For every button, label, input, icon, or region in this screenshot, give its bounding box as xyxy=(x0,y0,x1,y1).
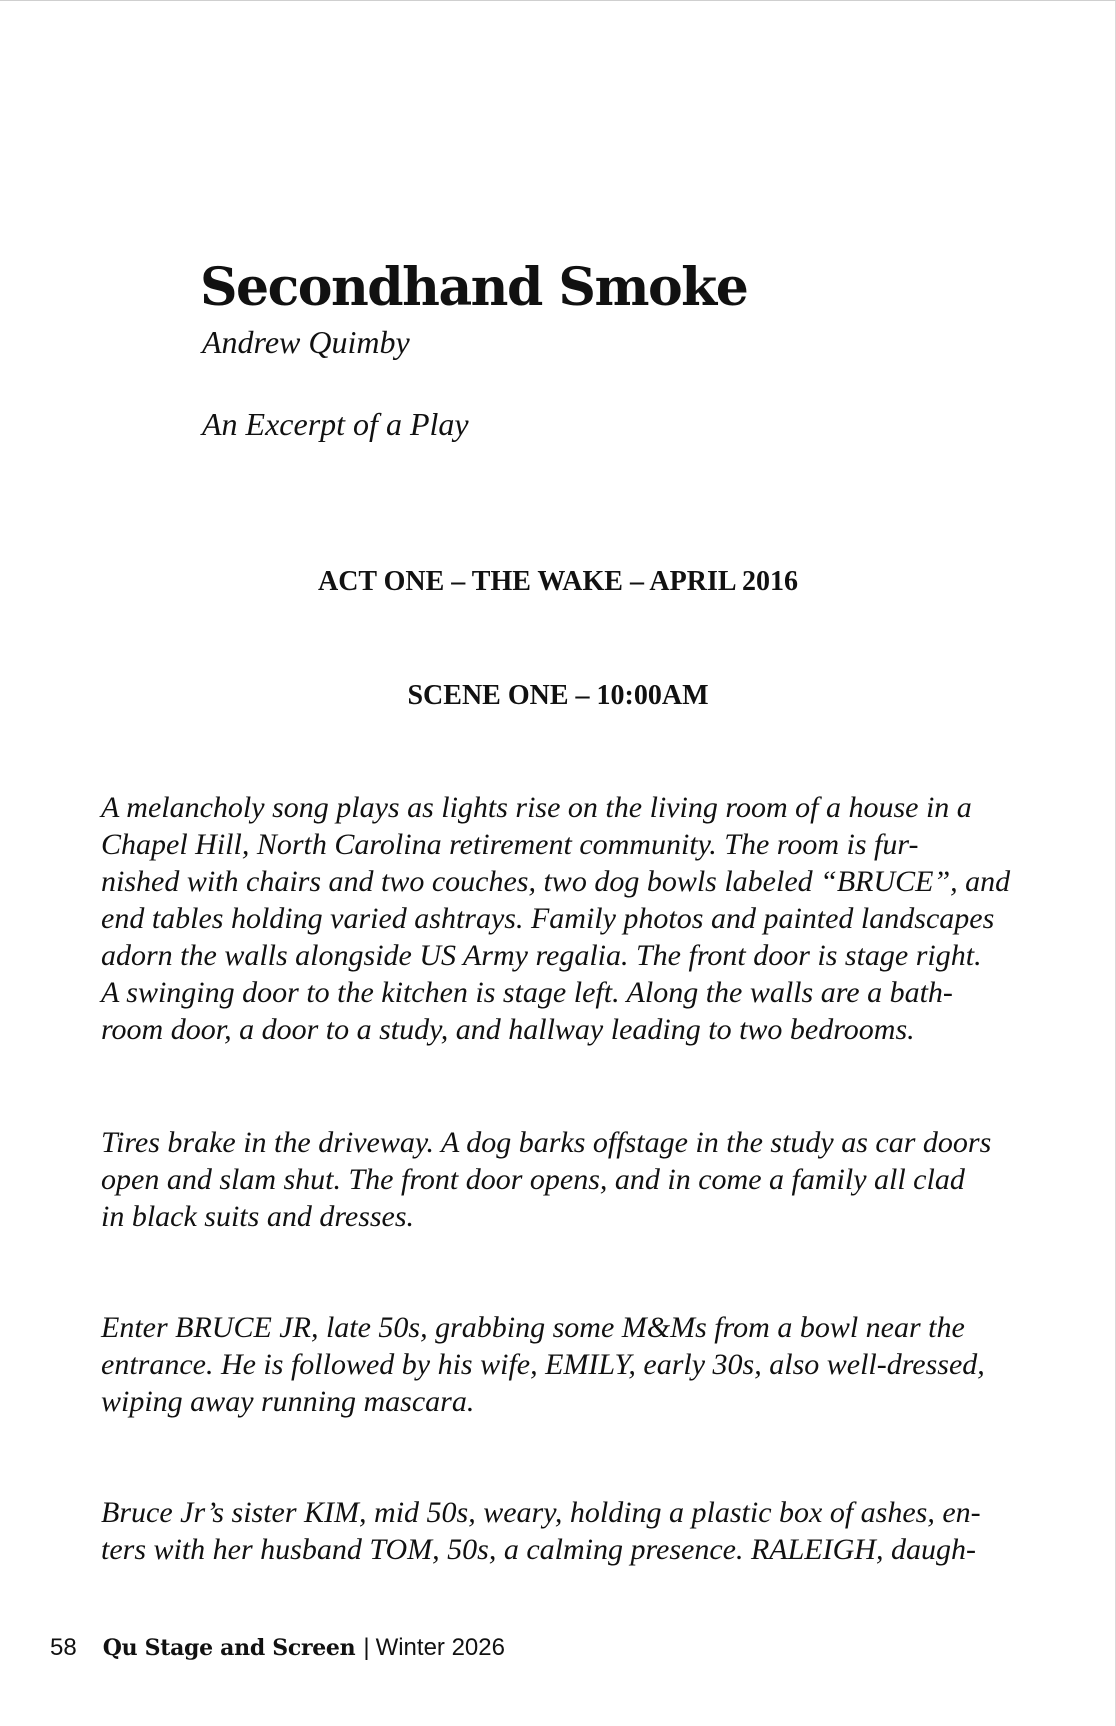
text-line: Enter BRUCE JR, late 50s, grabbing some M&Ms from a bowl near the xyxy=(101,1311,965,1344)
text-line: ters with her husband TOM, 50s, a calming presence. RALEIGH, daugh- xyxy=(101,1533,976,1566)
footer-separator: | xyxy=(363,1634,370,1661)
text-line: A melancholy song plays as lights rise on the living room of a house in a xyxy=(101,791,972,824)
text-line: Chapel Hill, North Carolina retirement community. The room is fur- xyxy=(101,828,919,861)
act-heading: ACT ONE – THE WAKE – APRIL 2016 xyxy=(317,566,798,597)
page-footer xyxy=(50,1634,505,1663)
text-line: A swinging door to the kitchen is stage left. Along the walls are a bath- xyxy=(101,976,953,1009)
text-line: in black suits and dresses. xyxy=(101,1200,415,1233)
scene-heading: SCENE ONE – 10:00AM xyxy=(407,680,709,711)
play-author: Andrew Quimby xyxy=(202,324,410,360)
stage-direction-paragraph xyxy=(101,1124,1021,1235)
text-line: Tires brake in the driveway. A dog barks offstage in the study as car doors xyxy=(101,1126,992,1159)
text-line: nished with chairs and two couches, two dog bowls labeled “BRUCE”, and xyxy=(101,865,1011,898)
issue-label: Winter 2026 xyxy=(375,1634,505,1661)
publication-name: Qu Stage and Screen xyxy=(102,1635,356,1661)
page-number: 58 xyxy=(50,1634,77,1661)
text-line: adorn the walls alongside US Army regalia. The front door is stage right. xyxy=(101,939,982,972)
play-subtitle: An Excerpt of a Play xyxy=(202,406,469,442)
text-line: end tables holding varied ashtrays. Family photos and painted landscapes xyxy=(101,902,995,935)
text-line: open and slam shut. The front door opens, and in come a family all clad xyxy=(101,1163,965,1196)
stage-direction-paragraph xyxy=(101,1494,1021,1568)
play-title: Secondhand Smoke xyxy=(200,257,748,318)
stage-direction-paragraph xyxy=(101,789,1021,1048)
text-line: room door, a door to a study, and hallway leading to two bedrooms. xyxy=(101,1013,915,1046)
text-line: wiping away running mascara. xyxy=(101,1385,475,1418)
text-line: entrance. He is followed by his wife, EMILY, early 30s, also well-dressed, xyxy=(101,1348,985,1381)
text-line: Bruce Jr’s sister KIM, mid 50s, weary, holding a plastic box of ashes, en- xyxy=(101,1496,981,1529)
stage-direction-paragraph xyxy=(101,1309,1021,1420)
